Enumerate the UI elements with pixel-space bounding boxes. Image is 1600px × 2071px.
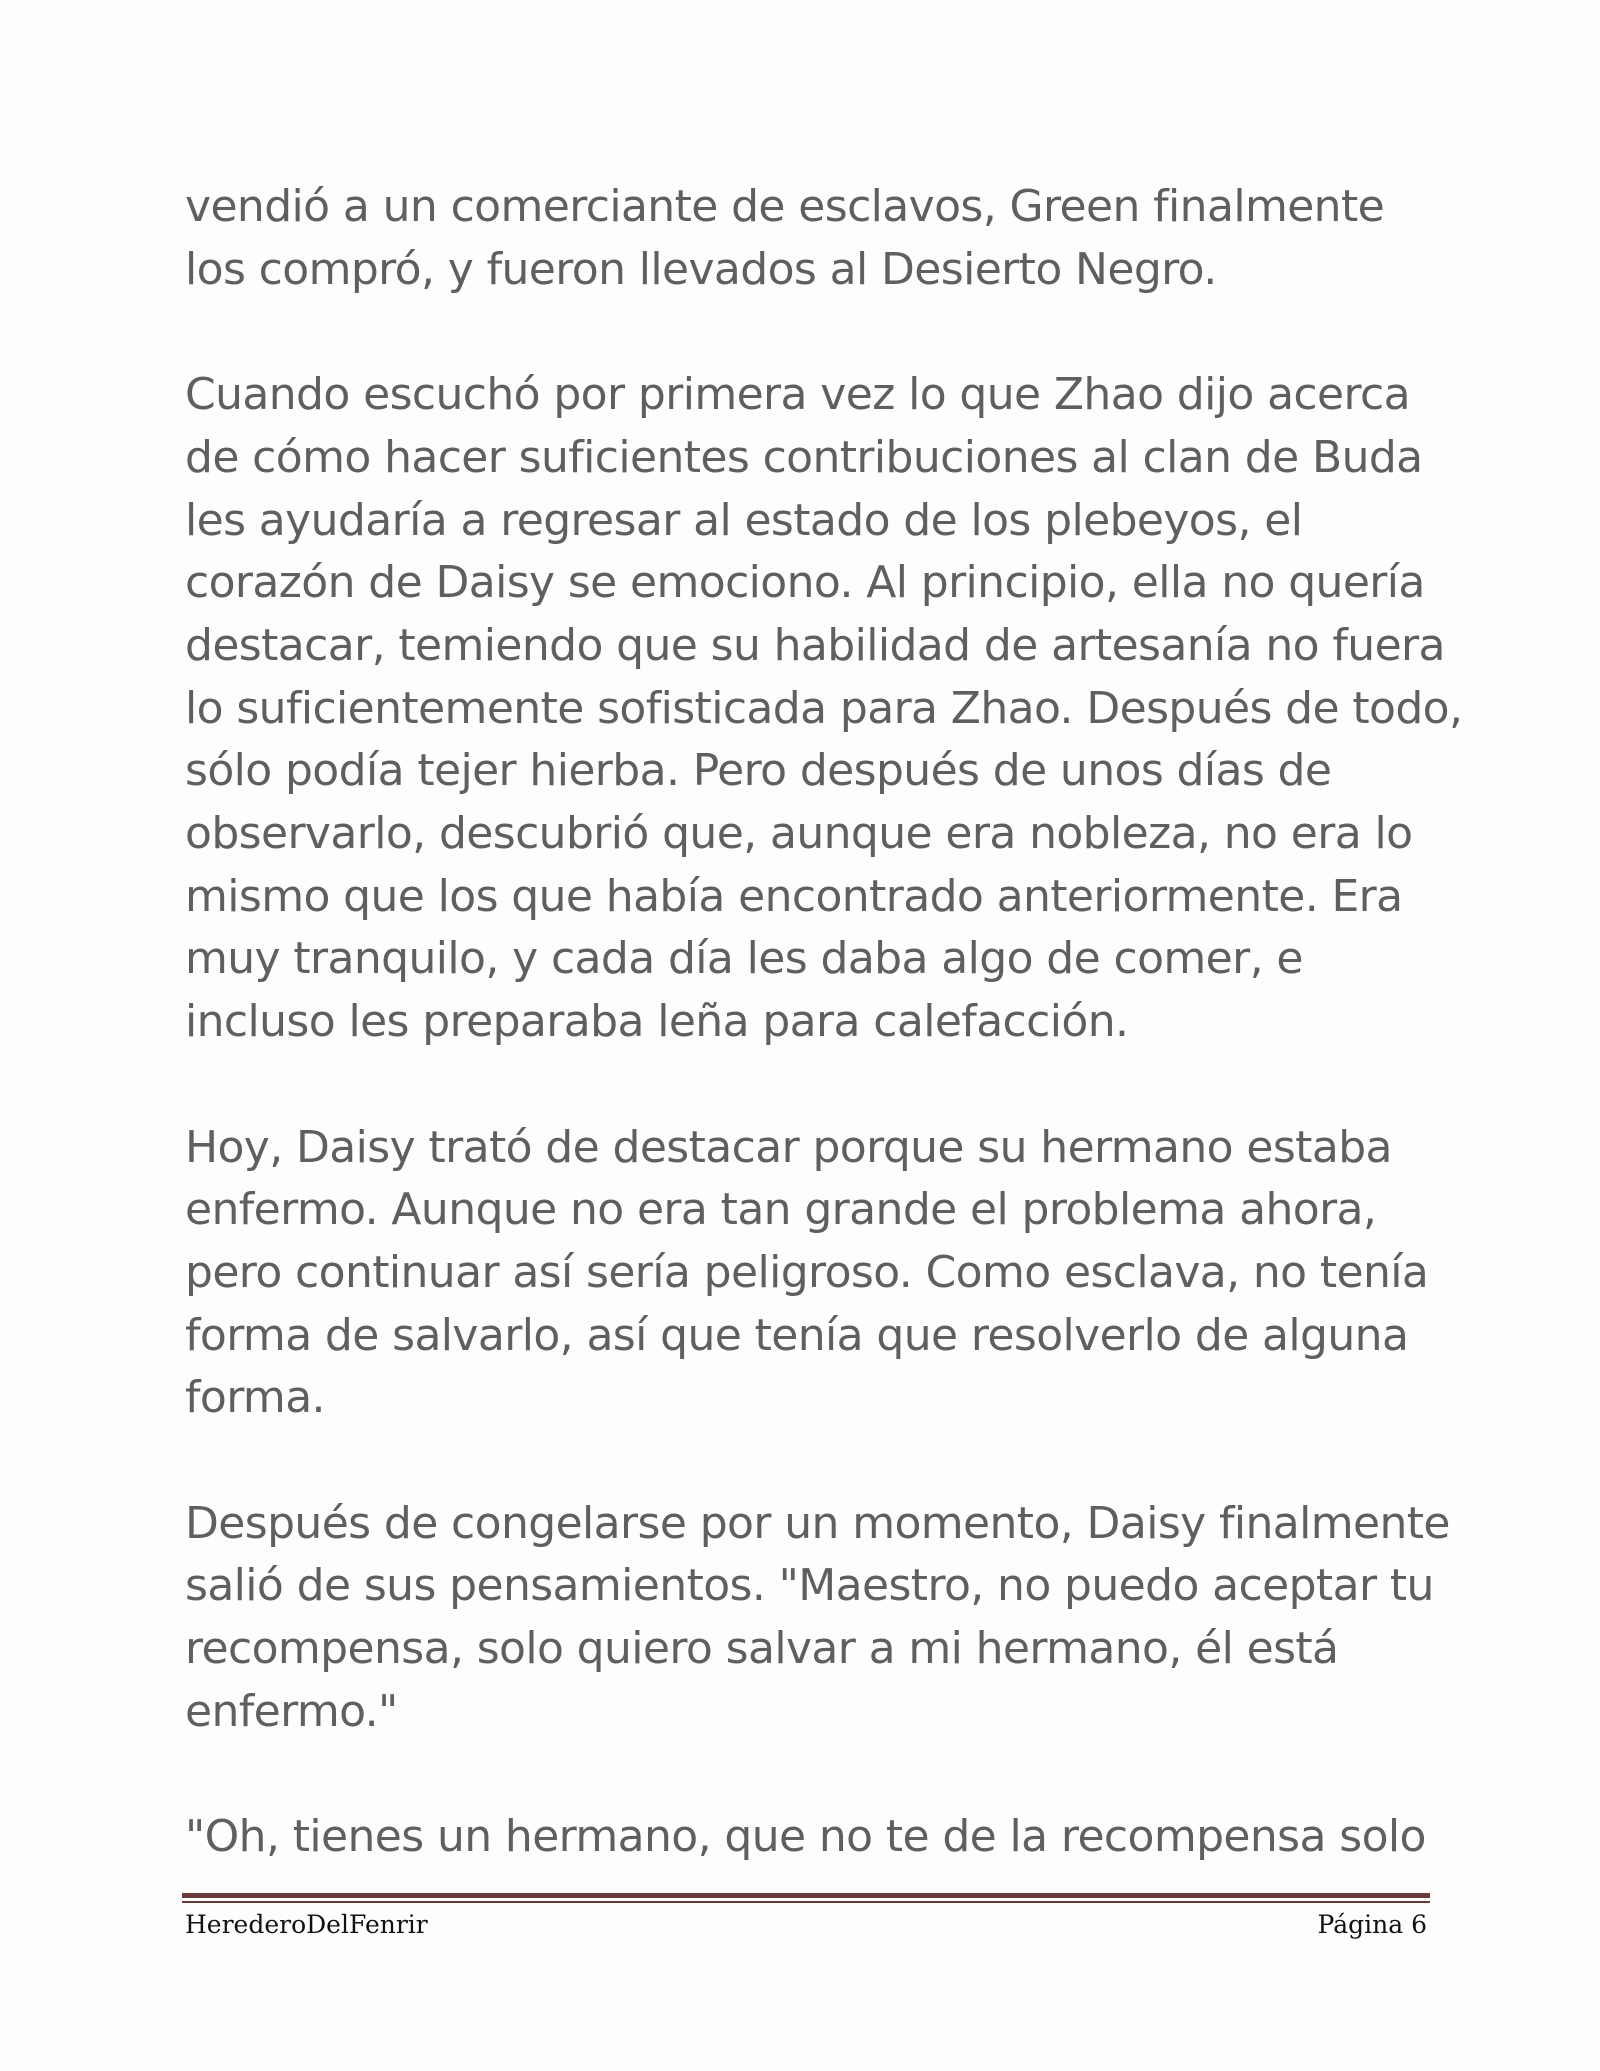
footer-rule-thin [182,1901,1430,1903]
paragraph-spacer [185,1744,1475,1807]
text-line: Hoy, Daisy trató de destacar porque su hermano estaba [185,1121,1392,1173]
text-line: salió de sus pensamientos. "Maestro, no puedo aceptar tu [185,1560,1434,1612]
text-line: enfermo." [185,1685,398,1737]
text-line: muy tranquilo, y cada día les daba algo de comer, e [185,933,1303,985]
footer-page-number: Página 6 [1317,1910,1427,1939]
paragraph [185,1117,1475,1431]
text-line: forma de salvarlo, así que tenía que resolverlo de alguna [185,1309,1409,1361]
text-line: observarlo, descubrió que, aunque era nobleza, no era lo [185,808,1413,860]
text-line: forma. [185,1372,325,1424]
paragraph-spacer [185,1054,1475,1117]
text-line: sólo podía tejer hierba. Pero después de unos días de [185,745,1332,797]
paragraph [185,364,1475,1054]
text-line: mismo que los que había encontrado anteriormente. Era [185,870,1403,922]
paragraph [185,176,1475,301]
text-line: recompensa, solo quiero salvar a mi hermano, él está [185,1623,1339,1675]
text-line: destacar, temiendo que su habilidad de artesanía no fuera [185,619,1445,671]
text-line: les ayudaría a regresar al estado de los plebeyos, el [185,494,1303,546]
text-line: corazón de Daisy se emociono. Al principio, ella no quería [185,557,1425,609]
text-line: enfermo. Aunque no era tan grande el problema ahora, [185,1184,1377,1236]
text-line: Cuando escuchó por primera vez lo que Zhao dijo acerca [185,369,1410,421]
text-line: vendió a un comerciante de esclavos, Green finalmente [185,181,1385,232]
text-line: incluso les preparaba leña para calefacción. [185,996,1129,1048]
footer-author: HerederoDelFenrir [185,1910,428,1939]
page-body [185,176,1475,1869]
paragraph-spacer [185,301,1475,364]
paragraph-spacer [185,1430,1475,1493]
text-line: pero continuar así sería peligroso. Como esclava, no tenía [185,1246,1429,1298]
text-line: de cómo hacer suficientes contribuciones al clan de Buda [185,431,1423,483]
text-line: lo suficientemente sofisticada para Zhao. Después de todo, [185,682,1463,734]
text-line: "Oh, tienes un hermano, que no te de la recompensa solo [185,1811,1426,1863]
text-line: los compró, y fueron llevados al Desierto Negro. [185,243,1217,295]
text-line: Después de congelarse por un momento, Daisy finalmente [185,1497,1450,1549]
paragraph [185,1806,1475,1869]
paragraph [185,1493,1475,1744]
footer-rule-thick [182,1893,1430,1898]
footer-rule [182,1893,1430,1903]
